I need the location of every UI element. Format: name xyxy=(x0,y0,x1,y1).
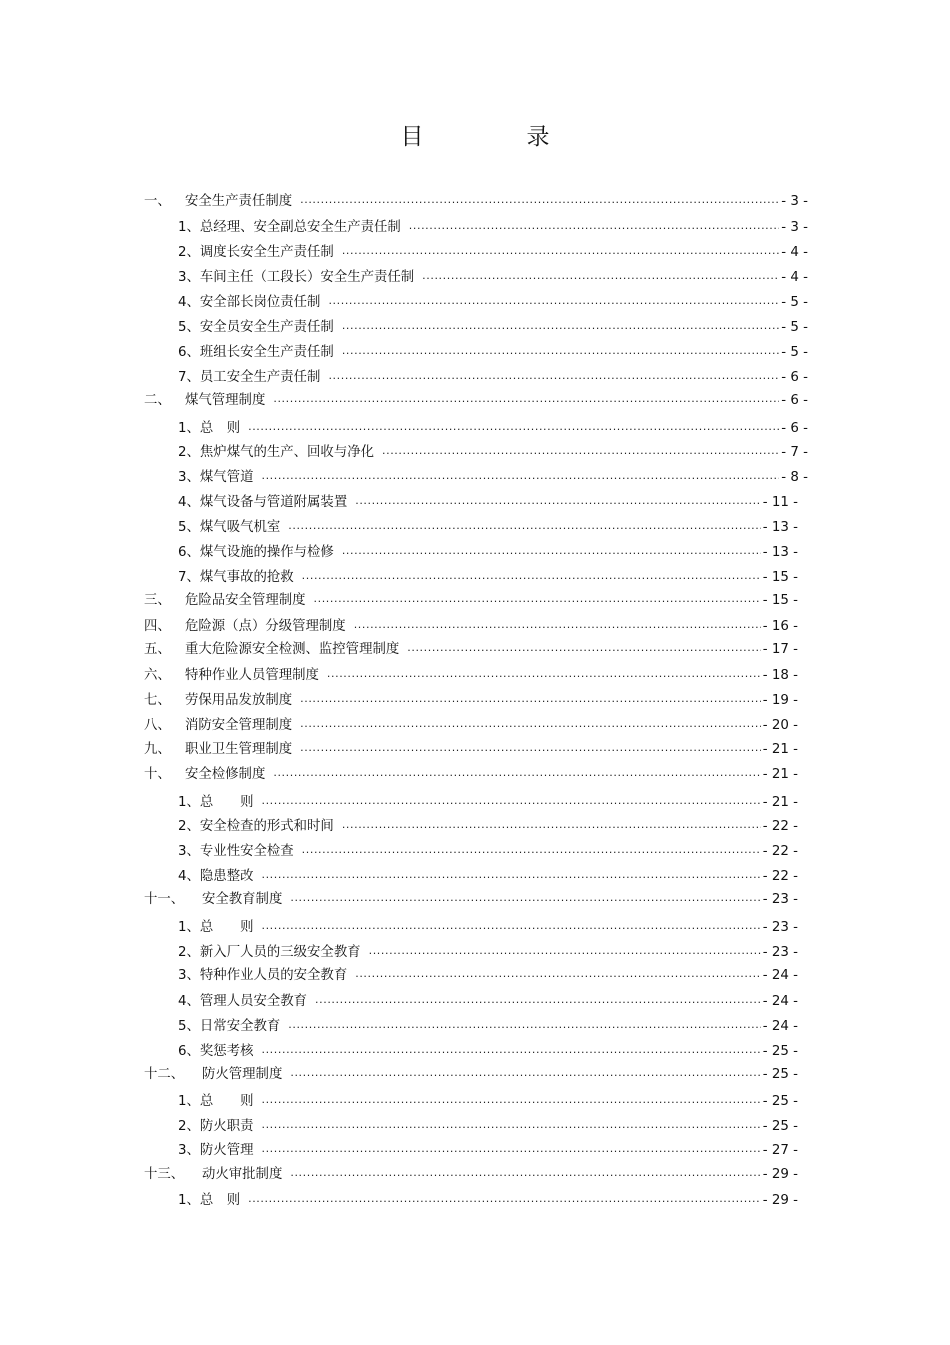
toc-page-number: - 25 - xyxy=(762,1119,798,1134)
toc-page-number: - 25 - xyxy=(762,1044,798,1059)
toc-page-number: - 15 - xyxy=(762,570,798,585)
toc-dot-leader xyxy=(288,519,761,537)
toc-entry-number: 4、 xyxy=(178,869,200,884)
toc-page-number: - 22 - xyxy=(762,869,798,884)
toc-entry-number: 2、 xyxy=(178,245,200,260)
toc-page-number: - 11 - xyxy=(762,495,798,510)
toc-entry-title: 煤气设施的操作与检修 xyxy=(199,545,334,560)
toc-subsection-entry[interactable] xyxy=(178,319,808,337)
toc-dot-leader xyxy=(302,569,761,587)
toc-subsection-entry[interactable] xyxy=(178,269,808,287)
toc-dot-leader xyxy=(342,544,761,562)
toc-entry-number: 1、 xyxy=(178,1193,200,1208)
toc-dot-leader xyxy=(300,692,761,710)
toc-entry-number: 十一、 xyxy=(144,892,185,907)
toc-subsection-entry[interactable] xyxy=(178,494,798,512)
toc-dot-leader xyxy=(273,766,760,784)
toc-entry-number: 七、 xyxy=(144,693,171,708)
toc-section-entry[interactable] xyxy=(144,193,808,211)
toc-dot-leader xyxy=(300,717,761,735)
toc-entry-number: 九、 xyxy=(144,742,171,757)
toc-subsection-entry[interactable] xyxy=(178,1192,798,1210)
toc-page-number: - 15 - xyxy=(762,593,798,608)
toc-entry-title: 防火管理制度 xyxy=(202,1067,283,1082)
toc-subsection-entry[interactable] xyxy=(178,1142,798,1160)
toc-entry-title: 车间主任（工段长）安全生产责任制 xyxy=(199,270,415,285)
toc-page-number: - 23 - xyxy=(762,945,798,960)
toc-page-number: - 24 - xyxy=(762,994,798,1009)
toc-page-number: - 16 - xyxy=(762,619,798,634)
toc-subsection-entry[interactable] xyxy=(178,420,808,438)
toc-dot-leader xyxy=(342,319,779,337)
toc-entry-title: 重大危险源安全检测、监控管理制度 xyxy=(185,642,400,657)
toc-subsection-entry[interactable] xyxy=(178,868,798,886)
toc-entry-number: 4、 xyxy=(178,295,200,310)
toc-entry-number: 二、 xyxy=(144,393,171,408)
toc-section-entry[interactable] xyxy=(144,891,798,909)
toc-dot-leader xyxy=(382,444,779,462)
toc-entry-title: 班组长安全生产责任制 xyxy=(199,345,334,360)
toc-subsection-entry[interactable] xyxy=(178,919,798,937)
toc-page-number: - 23 - xyxy=(762,892,798,907)
toc-page-number: - 17 - xyxy=(762,642,798,657)
toc-dot-leader xyxy=(300,193,779,211)
toc-entry-number: 四、 xyxy=(144,619,171,634)
toc-entry-title: 特种作业人员管理制度 xyxy=(185,668,319,683)
toc-subsection-entry[interactable] xyxy=(178,1093,798,1111)
toc-entry-number: 八、 xyxy=(144,718,171,733)
toc-dot-leader xyxy=(290,1066,760,1084)
toc-entry-title: 煤气管道 xyxy=(199,470,254,485)
toc-entry-number: 1、 xyxy=(178,920,200,935)
toc-entry-number: 5、 xyxy=(178,1019,200,1034)
toc-page-number: - 5 - xyxy=(781,345,808,360)
toc-entry-title: 安全员安全生产责任制 xyxy=(199,320,334,335)
toc-dot-leader xyxy=(342,344,779,362)
toc-entry-number: 4、 xyxy=(178,495,200,510)
toc-entry-title: 总 则 xyxy=(199,920,254,935)
toc-subsection-entry[interactable] xyxy=(178,794,798,812)
toc-entry-title: 职业卫生管理制度 xyxy=(185,742,293,757)
toc-entry-title: 安全部长岗位责任制 xyxy=(199,295,321,310)
toc-entry-title: 专业性安全检查 xyxy=(199,844,294,859)
toc-section-entry[interactable] xyxy=(144,1066,798,1084)
toc-subsection-entry[interactable] xyxy=(178,993,798,1011)
toc-dot-leader xyxy=(261,794,760,812)
toc-entry-number: 3、 xyxy=(178,968,200,983)
toc-entry-number: 3、 xyxy=(178,844,200,859)
toc-page-number: - 25 - xyxy=(762,1094,798,1109)
toc-subsection-entry[interactable] xyxy=(178,818,798,836)
toc-entry-title: 煤气吸气机室 xyxy=(199,520,281,535)
toc-subsection-entry[interactable] xyxy=(178,219,808,237)
toc-page-number: - 22 - xyxy=(762,819,798,834)
toc-dot-leader xyxy=(261,919,760,937)
toc-page-number: - 6 - xyxy=(781,370,808,385)
toc-dot-leader xyxy=(261,1043,760,1061)
toc-page-number: - 21 - xyxy=(762,742,798,757)
toc-section-entry[interactable] xyxy=(144,692,798,710)
toc-entry-number: 2、 xyxy=(178,445,200,460)
page-title: 目 录 xyxy=(400,124,590,150)
toc-entry-title: 煤气事故的抢救 xyxy=(199,570,294,585)
toc-entry-title: 防火管理 xyxy=(199,1143,254,1158)
toc-page-number: - 5 - xyxy=(781,295,808,310)
toc-entry-number: 一、 xyxy=(144,194,171,209)
toc-entry-number: 7、 xyxy=(178,370,200,385)
toc-entry-title: 总 则 xyxy=(199,795,254,810)
toc-entry-title: 安全检查的形式和时间 xyxy=(199,819,334,834)
toc-page-number: - 6 - xyxy=(781,421,808,436)
toc-page-number: - 22 - xyxy=(762,844,798,859)
toc-dot-leader xyxy=(422,269,779,287)
toc-dot-leader xyxy=(300,741,761,759)
toc-dot-leader xyxy=(248,420,779,438)
toc-entry-title: 总 则 xyxy=(199,1193,241,1208)
toc-dot-leader xyxy=(407,641,761,659)
toc-section-entry[interactable] xyxy=(144,618,798,636)
toc-subsection-entry[interactable] xyxy=(178,344,808,362)
toc-dot-leader xyxy=(355,494,761,512)
toc-subsection-entry[interactable] xyxy=(178,843,798,861)
toc-entry-number: 六、 xyxy=(144,668,171,683)
toc-subsection-entry[interactable] xyxy=(178,244,808,262)
toc-dot-leader xyxy=(328,369,779,387)
toc-entry-title: 煤气设备与管道附属装置 xyxy=(199,495,348,510)
toc-entry-number: 7、 xyxy=(178,570,200,585)
toc-entry-number: 6、 xyxy=(178,545,200,560)
toc-dot-leader xyxy=(409,219,780,237)
toc-page-number: - 4 - xyxy=(781,270,808,285)
toc-page-number: - 6 - xyxy=(781,393,808,408)
toc-dot-leader xyxy=(327,667,761,685)
toc-entry-number: 4、 xyxy=(178,994,200,1009)
toc-dot-leader xyxy=(342,244,779,262)
toc-entry-number: 2、 xyxy=(178,819,200,834)
toc-subsection-entry[interactable] xyxy=(178,469,808,487)
toc-subsection-entry[interactable] xyxy=(178,1118,798,1136)
toc-dot-leader xyxy=(261,1093,760,1111)
toc-entry-title: 新入厂人员的三级安全教育 xyxy=(199,945,361,960)
toc-section-entry[interactable] xyxy=(144,766,798,784)
toc-entry-title: 安全生产责任制度 xyxy=(185,194,293,209)
toc-entry-number: 1、 xyxy=(178,421,200,436)
toc-dot-leader xyxy=(290,1166,760,1184)
toc-page-number: - 3 - xyxy=(781,220,808,235)
toc-page-number: - 13 - xyxy=(762,520,798,535)
toc-entry-title: 总经理、安全副总安全生产责任制 xyxy=(199,220,401,235)
toc-dot-leader xyxy=(261,1142,760,1160)
toc-page-number: - 27 - xyxy=(762,1143,798,1158)
toc-page-number: - 7 - xyxy=(781,445,808,460)
toc-subsection-entry[interactable] xyxy=(178,369,808,387)
toc-entry-number: 1、 xyxy=(178,795,200,810)
toc-dot-leader xyxy=(315,993,761,1011)
toc-entry-title: 特种作业人员的安全教育 xyxy=(199,968,348,983)
toc-subsection-entry[interactable] xyxy=(178,444,808,462)
toc-page-number: - 13 - xyxy=(762,545,798,560)
toc-entry-number: 2、 xyxy=(178,945,200,960)
toc-page-number: - 29 - xyxy=(762,1167,798,1182)
toc-entry-title: 总 则 xyxy=(199,421,241,436)
toc-dot-leader xyxy=(261,469,779,487)
toc-dot-leader xyxy=(290,891,760,909)
toc-dot-leader xyxy=(248,1192,761,1210)
toc-entry-number: 五、 xyxy=(144,642,171,657)
toc-dot-leader xyxy=(342,818,761,836)
toc-entry-title: 劳保用品发放制度 xyxy=(185,693,293,708)
toc-section-entry[interactable] xyxy=(144,717,798,735)
toc-entry-title: 消防安全管理制度 xyxy=(185,718,293,733)
toc-dot-leader xyxy=(288,1018,761,1036)
toc-entry-title: 安全检修制度 xyxy=(185,767,266,782)
toc-entry-title: 煤气管理制度 xyxy=(185,393,266,408)
toc-page-number: - 21 - xyxy=(762,767,798,782)
toc-entry-title: 防火职责 xyxy=(199,1119,254,1134)
toc-entry-number: 十、 xyxy=(144,767,171,782)
toc-dot-leader xyxy=(302,843,761,861)
toc-page-number: - 4 - xyxy=(781,245,808,260)
toc-entry-number: 6、 xyxy=(178,1044,200,1059)
toc-entry-title: 安全教育制度 xyxy=(202,892,283,907)
toc-dot-leader xyxy=(261,868,760,886)
toc-entry-title: 危险源（点）分级管理制度 xyxy=(185,619,346,634)
toc-subsection-entry[interactable] xyxy=(178,1043,798,1061)
toc-entry-number: 3、 xyxy=(178,470,200,485)
toc-page-number: - 19 - xyxy=(762,693,798,708)
toc-dot-leader xyxy=(369,944,761,962)
toc-section-entry[interactable] xyxy=(144,592,798,610)
toc-subsection-entry[interactable] xyxy=(178,967,798,985)
toc-entry-title: 奖惩考核 xyxy=(199,1044,254,1059)
toc-entry-number: 2、 xyxy=(178,1119,200,1134)
toc-entry-number: 5、 xyxy=(178,520,200,535)
toc-entry-number: 3、 xyxy=(178,1143,200,1158)
toc-dot-leader xyxy=(354,618,761,636)
toc-subsection-entry[interactable] xyxy=(178,1018,798,1036)
toc-page-number: - 5 - xyxy=(781,320,808,335)
toc-entry-title: 危险品安全管理制度 xyxy=(185,593,306,608)
toc-entry-number: 5、 xyxy=(178,320,200,335)
toc-page-number: - 3 - xyxy=(781,194,808,209)
toc-subsection-entry[interactable] xyxy=(178,944,798,962)
toc-entry-title: 总 则 xyxy=(199,1094,254,1109)
toc-subsection-entry[interactable] xyxy=(178,294,808,312)
toc-page-number: - 20 - xyxy=(762,718,798,733)
toc-page-number: - 29 - xyxy=(762,1193,798,1208)
toc-entry-title: 隐患整改 xyxy=(199,869,254,884)
toc-page-number: - 8 - xyxy=(781,470,808,485)
toc-entry-number: 十二、 xyxy=(144,1067,185,1082)
toc-section-entry[interactable] xyxy=(144,667,798,685)
toc-entry-title: 焦炉煤气的生产、回收与净化 xyxy=(199,445,374,460)
toc-subsection-entry[interactable] xyxy=(178,544,798,562)
toc-page-number: - 24 - xyxy=(762,1019,798,1034)
toc-section-entry[interactable] xyxy=(144,392,808,410)
toc-dot-leader xyxy=(355,967,761,985)
toc-dot-leader xyxy=(328,294,779,312)
toc-entry-number: 1、 xyxy=(178,220,200,235)
toc-section-entry[interactable] xyxy=(144,641,798,659)
toc-entry-number: 三、 xyxy=(144,593,171,608)
toc-subsection-entry[interactable] xyxy=(178,569,798,587)
toc-page-number: - 21 - xyxy=(762,795,798,810)
toc-subsection-entry[interactable] xyxy=(178,519,798,537)
toc-entry-number: 十三、 xyxy=(144,1167,185,1182)
toc-entry-title: 员工安全生产责任制 xyxy=(199,370,321,385)
toc-section-entry[interactable] xyxy=(144,1166,798,1184)
toc-dot-leader xyxy=(273,392,779,410)
toc-dot-leader xyxy=(261,1118,760,1136)
toc-dot-leader xyxy=(314,592,761,610)
toc-entry-number: 3、 xyxy=(178,270,200,285)
toc-page-number: - 24 - xyxy=(762,968,798,983)
toc-entry-title: 日常安全教育 xyxy=(199,1019,281,1034)
toc-page-number: - 25 - xyxy=(762,1067,798,1082)
toc-section-entry[interactable] xyxy=(144,741,798,759)
toc-entry-number: 6、 xyxy=(178,345,200,360)
toc-entry-title: 动火审批制度 xyxy=(202,1167,283,1182)
toc-page-number: - 18 - xyxy=(762,668,798,683)
toc-entry-number: 1、 xyxy=(178,1094,200,1109)
toc-entry-title: 管理人员安全教育 xyxy=(199,994,308,1009)
toc-page-number: - 23 - xyxy=(762,920,798,935)
toc-entry-title: 调度长安全生产责任制 xyxy=(199,245,334,260)
